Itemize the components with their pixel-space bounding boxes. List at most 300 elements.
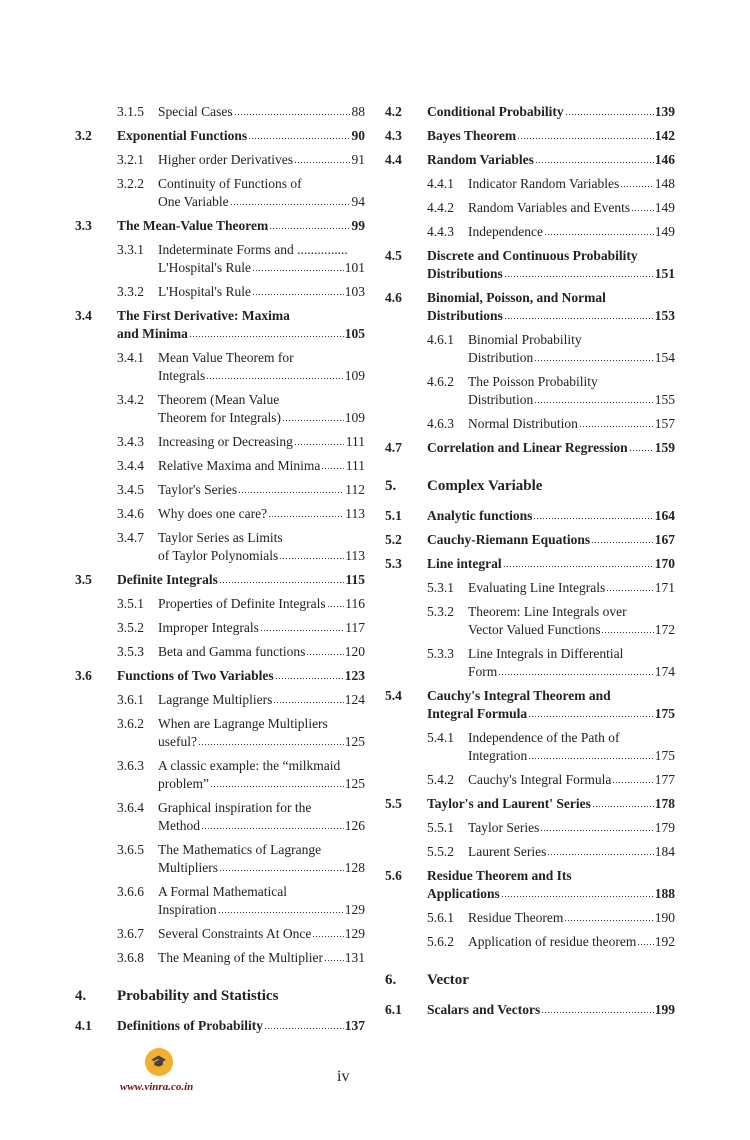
toc-entry[interactable]: [385, 771, 675, 795]
entry-title-line: [468, 645, 675, 663]
entry-number: 4.6.1: [427, 332, 454, 347]
entry-number: 5.4.2: [427, 772, 454, 787]
entry-number: 5.6.1: [427, 910, 454, 925]
toc-entry[interactable]: [75, 529, 365, 571]
entry-title: Random Variables: [427, 152, 534, 167]
entry-title-line: [468, 771, 675, 789]
toc-entry[interactable]: [385, 603, 675, 645]
toc-entry[interactable]: [75, 103, 365, 127]
entry-number: 4.4.3: [427, 224, 454, 239]
toc-entry[interactable]: [385, 531, 675, 555]
toc-entry[interactable]: [385, 933, 675, 957]
dot-leader: [534, 401, 653, 405]
entry-title: and Minima: [117, 326, 188, 341]
toc-entry[interactable]: [385, 729, 675, 771]
toc-entry[interactable]: [385, 555, 675, 579]
toc-entry[interactable]: [385, 439, 675, 463]
page-ref: 91: [351, 152, 365, 167]
page-ref: 171: [654, 580, 675, 595]
page-ref: 101: [344, 260, 365, 275]
entry-number: 5.3.1: [427, 580, 454, 595]
entry-number: 4.6.3: [427, 416, 454, 431]
entry-number: 3.6.1: [117, 692, 144, 707]
dot-leader: [252, 269, 344, 273]
entry-number: 3.6.4: [117, 800, 144, 815]
toc-entry[interactable]: [75, 481, 365, 505]
entry-title-line: [468, 415, 675, 433]
toc-entry[interactable]: [385, 151, 675, 175]
entry-title: Functions of Two Variables: [117, 668, 274, 683]
page-ref: 149: [654, 224, 675, 239]
entry-title: Residue Theorem and Its: [427, 868, 572, 883]
toc-entry[interactable]: [75, 391, 365, 433]
page-ref: 167: [654, 532, 675, 547]
entry-title-line: [158, 901, 365, 919]
entry-title-line: [468, 373, 675, 391]
toc-entry[interactable]: [75, 433, 365, 457]
entry-number: 3.1.5: [117, 104, 144, 119]
entry-title-line: [158, 457, 365, 475]
page-ref: 109: [344, 410, 365, 425]
page-ref: 177: [654, 772, 675, 787]
toc-entry[interactable]: [75, 283, 365, 307]
dot-leader: [629, 449, 654, 453]
entry-number: 3.6.5: [117, 842, 144, 857]
dot-leader: [312, 935, 343, 939]
toc-entry[interactable]: [75, 949, 365, 973]
dot-leader: [612, 781, 653, 785]
entry-title-line: [158, 151, 365, 169]
entry-title: Special Cases: [158, 104, 233, 119]
entry-number: 3.5.3: [117, 644, 144, 659]
entry-title-line: [117, 127, 365, 145]
page-ref: 179: [654, 820, 675, 835]
page-ref: 120: [344, 644, 365, 659]
page-ref: 113: [345, 506, 365, 521]
entry-title-line: [468, 909, 675, 927]
entry-title-line: [158, 433, 365, 451]
entry-title-line: [158, 925, 365, 943]
entry-number: 3.6: [75, 668, 92, 683]
website-link[interactable]: www.vinra.co.in: [120, 1081, 194, 1093]
toc-entry[interactable]: [385, 103, 675, 127]
entry-title-line: [158, 241, 365, 259]
toc-entry[interactable]: [75, 799, 365, 841]
toc-entry[interactable]: [75, 883, 365, 925]
toc-entry[interactable]: [75, 757, 365, 799]
entry-number: 3.4.1: [117, 350, 144, 365]
toc-entry[interactable]: [385, 223, 675, 247]
entry-title: L'Hospital's Rule: [158, 284, 251, 299]
entry-title-line: [158, 175, 365, 193]
page-ref: 155: [654, 392, 675, 407]
entry-title-line: [158, 349, 365, 367]
toc-entry[interactable]: [385, 579, 675, 603]
entry-title-line: [427, 705, 675, 723]
entry-title: Exponential Functions: [117, 128, 248, 143]
entry-title-line: [468, 223, 675, 241]
entry-number: 4.6.2: [427, 374, 454, 389]
entry-title-line: [468, 199, 675, 217]
entry-number: 5.6.2: [427, 934, 454, 949]
entry-number: 5.3.3: [427, 646, 454, 661]
toc-entry[interactable]: [75, 595, 365, 619]
toc-entry[interactable]: [385, 867, 675, 909]
page-ref: 172: [654, 622, 675, 637]
page-ref: 137: [344, 1018, 365, 1033]
dot-leader: [498, 673, 653, 677]
entry-title: Correlation and Linear Regression: [427, 440, 628, 455]
entry-title-line: [158, 775, 365, 793]
dot-leader: [234, 113, 351, 117]
entry-number: 5.3.2: [427, 604, 454, 619]
toc-entry[interactable]: [75, 217, 365, 241]
entry-title: The Mathematics of Lagrange: [158, 842, 322, 857]
toc-entry[interactable]: [385, 289, 675, 331]
toc-entry[interactable]: [75, 667, 365, 691]
toc-entry[interactable]: [385, 199, 675, 223]
dot-leader: [528, 715, 654, 719]
entry-title-line: [158, 505, 365, 523]
page-ref: 124: [344, 692, 365, 707]
entry-title: Scalars and Vectors: [427, 1002, 541, 1017]
page-ref: 139: [654, 104, 675, 119]
entry-title: Form: [468, 664, 498, 679]
page-ref: 129: [344, 926, 365, 941]
page-ref: 184: [654, 844, 675, 859]
entry-title: The Meaning of the Multiplier: [158, 950, 323, 965]
toc-entry[interactable]: [75, 349, 365, 391]
dot-leader: [198, 743, 344, 747]
entry-title-line: [427, 247, 675, 265]
entry-number: 4.7: [385, 440, 402, 455]
entry-title: Increasing or Decreasing: [158, 434, 293, 449]
page-ref: 116: [345, 596, 365, 611]
entry-title-line: [427, 795, 675, 813]
entry-number: 5.4.1: [427, 730, 454, 745]
entry-title-line: [427, 687, 675, 705]
entry-number: 3.4: [75, 308, 92, 323]
entry-title-line: [427, 867, 675, 885]
toc-chapter[interactable]: [75, 973, 365, 1017]
entry-title: Vector Valued Functions: [468, 622, 601, 637]
entry-number: 4.4.2: [427, 200, 454, 215]
toc-entry[interactable]: [75, 715, 365, 757]
page-ref: 126: [344, 818, 365, 833]
entry-number: 5.1: [385, 508, 402, 523]
dot-leader: [564, 919, 653, 923]
entry-title-line: [468, 175, 675, 193]
entry-title-line: [158, 283, 365, 301]
entry-title-line: [158, 103, 365, 121]
dot-leader: [540, 829, 653, 833]
toc-entry[interactable]: [75, 571, 365, 595]
toc-entry[interactable]: [385, 819, 675, 843]
toc-entry[interactable]: [75, 925, 365, 949]
toc-entry[interactable]: [385, 507, 675, 531]
entry-title: Complex Variable: [427, 478, 543, 494]
entry-title: Distributions: [427, 266, 503, 281]
entry-title-line: [158, 691, 365, 709]
entry-number: 3.6.6: [117, 884, 144, 899]
entry-number: 5.2: [385, 532, 402, 547]
dot-leader: [279, 557, 344, 561]
dot-leader: [238, 491, 344, 495]
entry-title: Random Variables and Events: [468, 200, 631, 215]
dot-leader: [631, 209, 654, 213]
entry-title-line: [117, 987, 365, 1005]
dot-leader: [294, 443, 345, 447]
entry-number: 3.5: [75, 572, 92, 587]
entry-number: 3.6.8: [117, 950, 144, 965]
page-ref: 151: [654, 266, 675, 281]
toc-entry[interactable]: [75, 841, 365, 883]
toc-entry[interactable]: [75, 175, 365, 217]
dot-leader: [324, 959, 344, 963]
page-ref: 88: [351, 104, 365, 119]
entry-title: Integrals: [158, 368, 206, 383]
page-ref: 164: [654, 508, 675, 523]
entry-number: 5.: [385, 478, 397, 494]
entry-number: 3.4.7: [117, 530, 144, 545]
entry-title: Cauchy's Integral Formula: [468, 772, 612, 787]
entry-title: Taylor Series: [468, 820, 540, 835]
page-ref: 175: [654, 748, 675, 763]
entry-title: Theorem (Mean Value: [158, 392, 280, 407]
entry-title-line: [468, 621, 675, 639]
dot-leader: [501, 895, 654, 899]
page-ref: 131: [344, 950, 365, 965]
page-ref: 174: [654, 664, 675, 679]
toc-entry[interactable]: [75, 691, 365, 715]
entry-title-line: [468, 579, 675, 597]
entry-title: Indeterminate Forms and ...............: [158, 242, 348, 257]
dot-leader: [528, 757, 654, 761]
page-ref: 111: [345, 434, 365, 449]
page-ref: 115: [345, 572, 365, 587]
toc-entry[interactable]: [385, 175, 675, 199]
toc-entry[interactable]: [75, 619, 365, 643]
dot-leader: [248, 137, 350, 141]
toc-entry[interactable]: [385, 373, 675, 415]
page-ref: 109: [344, 368, 365, 383]
toc-entry[interactable]: [385, 687, 675, 729]
page-ref: 113: [345, 548, 365, 563]
toc-chapter[interactable]: [385, 463, 675, 507]
entry-title-line: [158, 757, 365, 775]
entry-title: Independence: [468, 224, 543, 239]
entry-title: Binomial, Poisson, and Normal: [427, 290, 606, 305]
dot-leader: [504, 317, 654, 321]
entry-title: Binomial Probability: [468, 332, 582, 347]
dot-leader: [294, 161, 351, 165]
dot-leader: [544, 233, 654, 237]
entry-title-line: [158, 859, 365, 877]
entry-title-line: [427, 289, 675, 307]
toc-entry[interactable]: [75, 307, 365, 349]
dot-leader: [535, 161, 654, 165]
dot-leader: [218, 911, 344, 915]
entry-title-line: [468, 819, 675, 837]
entry-title-line: [427, 151, 675, 169]
toc-entry[interactable]: [385, 415, 675, 439]
entry-number: 3.2.2: [117, 176, 144, 191]
dot-leader: [282, 419, 344, 423]
dot-leader: [268, 515, 344, 519]
page-ref: 129: [344, 902, 365, 917]
entry-number: 3.4.4: [117, 458, 144, 473]
entry-number: 3.3: [75, 218, 92, 233]
entry-title: Lagrange Multipliers: [158, 692, 273, 707]
entry-number: 3.4.2: [117, 392, 144, 407]
dot-leader: [591, 541, 654, 545]
entry-number: 3.4.5: [117, 482, 144, 497]
dot-leader: [517, 137, 654, 141]
toc-left-column: [75, 103, 365, 1041]
page-ref: 123: [344, 668, 365, 683]
entry-title-line: [427, 439, 675, 457]
toc-entry[interactable]: [385, 843, 675, 867]
entry-title: A Formal Mathematical: [158, 884, 287, 899]
dot-leader: [230, 203, 351, 207]
entry-title-line: [427, 971, 675, 989]
dot-leader: [601, 631, 653, 635]
entry-title-line: [468, 603, 675, 621]
entry-number: 3.2.1: [117, 152, 144, 167]
entry-title: The Poisson Probability: [468, 374, 598, 389]
entry-title-line: [158, 367, 365, 385]
entry-title: Distribution: [468, 392, 534, 407]
page-number: iv: [337, 1068, 350, 1085]
entry-title-line: [468, 729, 675, 747]
entry-number: 4.4: [385, 152, 402, 167]
toc-entry[interactable]: [75, 505, 365, 529]
page-ref: 190: [654, 910, 675, 925]
entry-title-line: [468, 391, 675, 409]
entry-title: Vector: [427, 972, 469, 988]
entry-title-line: [427, 555, 675, 573]
entry-number: 3.2: [75, 128, 92, 143]
entry-title: Conditional Probability: [427, 104, 564, 119]
toc-entry[interactable]: [75, 1017, 365, 1041]
dot-leader: [273, 701, 343, 705]
page-ref: 125: [344, 734, 365, 749]
dot-leader: [637, 943, 653, 947]
entry-title: L'Hospital's Rule: [158, 260, 251, 275]
toc-entry[interactable]: [75, 457, 365, 481]
entry-number: 3.4.3: [117, 434, 144, 449]
entry-title: The First Derivative: Maxima: [117, 308, 290, 323]
page-ref: 159: [654, 440, 675, 455]
toc-entry[interactable]: [385, 909, 675, 933]
entry-title-line: [158, 949, 365, 967]
dot-leader: [620, 185, 654, 189]
toc-entry[interactable]: [75, 151, 365, 175]
entry-title-line: [468, 747, 675, 765]
entry-title-line: [117, 325, 365, 343]
entry-title-line: [158, 883, 365, 901]
entry-title-line: [158, 193, 365, 211]
entry-number: 5.4: [385, 688, 402, 703]
entry-title-line: [117, 667, 365, 685]
page-ref: 153: [654, 308, 675, 323]
entry-title-line: [468, 933, 675, 951]
toc-entry[interactable]: [385, 247, 675, 289]
entry-title: Theorem for Integrals): [158, 410, 281, 425]
dot-leader: [219, 581, 345, 585]
entry-number: 4.1: [75, 1018, 92, 1033]
toc-chapter[interactable]: [385, 957, 675, 1001]
entry-title: Taylor's and Laurent' Series: [427, 796, 591, 811]
toc-entry[interactable]: [385, 795, 675, 819]
entry-title: Multipliers: [158, 860, 218, 875]
page-ref: 148: [654, 176, 675, 191]
entry-title-line: [468, 663, 675, 681]
dot-leader: [189, 335, 344, 339]
page-ref: 149: [654, 200, 675, 215]
toc-entry[interactable]: [385, 1001, 675, 1025]
entry-title: Residue Theorem: [468, 910, 564, 925]
entry-title: Distribution: [468, 350, 534, 365]
page-ref: 117: [345, 620, 365, 635]
dot-leader: [264, 1027, 344, 1031]
toc-entry[interactable]: [75, 241, 365, 283]
entry-title-line: [117, 571, 365, 589]
dot-leader: [533, 517, 653, 521]
page-ref: 99: [351, 218, 365, 233]
entry-number: 4.5: [385, 248, 402, 263]
toc-entry[interactable]: [385, 127, 675, 151]
entry-title: Laurent Series: [468, 844, 547, 859]
page-ref: 128: [344, 860, 365, 875]
entry-title-line: [117, 307, 365, 325]
toc-entry[interactable]: [385, 645, 675, 687]
toc-entry[interactable]: [75, 127, 365, 151]
entry-title: Indicator Random Variables: [468, 176, 620, 191]
entry-title: Taylor's Series: [158, 482, 238, 497]
entry-title: Taylor Series as Limits: [158, 530, 283, 545]
entry-title-line: [117, 217, 365, 235]
entry-number: 3.6.7: [117, 926, 144, 941]
entry-number: 3.6.3: [117, 758, 144, 773]
entry-title: Probability and Statistics: [117, 988, 279, 1004]
toc-entry[interactable]: [385, 331, 675, 373]
entry-title-line: [427, 1001, 675, 1019]
dot-leader: [269, 227, 350, 231]
entry-title-line: [158, 799, 365, 817]
entry-title-line: [158, 841, 365, 859]
toc-entry[interactable]: [75, 643, 365, 667]
page-ref: 175: [654, 706, 675, 721]
dot-leader: [592, 805, 654, 809]
dot-leader: [565, 113, 654, 117]
page-ref: 178: [654, 796, 675, 811]
entry-title-line: [427, 103, 675, 121]
entry-title-line: [158, 643, 365, 661]
dot-leader: [219, 869, 344, 873]
dot-leader: [206, 377, 344, 381]
dot-leader: [201, 827, 344, 831]
entry-title-line: [158, 547, 365, 565]
page-ref: 146: [654, 152, 675, 167]
entry-title: The Mean-Value Theorem: [117, 218, 269, 233]
entry-title-line: [158, 409, 365, 427]
dot-leader: [321, 467, 344, 471]
dot-leader: [541, 1011, 653, 1015]
page-ref: 90: [351, 128, 365, 143]
dot-leader: [547, 853, 653, 857]
page-ref: 103: [344, 284, 365, 299]
